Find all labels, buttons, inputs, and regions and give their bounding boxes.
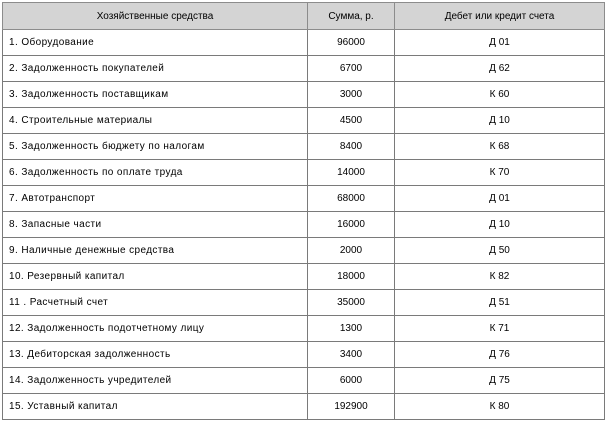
row-sum: 2000 [308,238,395,264]
row-account: Д 10 [395,212,605,238]
row-account: К 82 [395,264,605,290]
row-account: К 80 [395,394,605,420]
row-asset-name: 6. Задолженность по оплате труда [3,160,308,186]
row-account: К 60 [395,82,605,108]
table-row [3,56,605,82]
table-row [3,290,605,316]
row-sum: 6700 [308,56,395,82]
row-sum: 35000 [308,290,395,316]
row-asset-name: 11 . Расчетный счет [3,290,308,316]
row-sum: 18000 [308,264,395,290]
row-sum: 6000 [308,368,395,394]
row-asset-name: 9. Наличные денежные средства [3,238,308,264]
table-row [3,134,605,160]
row-sum: 96000 [308,30,395,56]
row-sum: 68000 [308,186,395,212]
table-row [3,212,605,238]
row-account: Д 01 [395,186,605,212]
header-assets: Хозяйственные средства [3,3,308,30]
row-asset-name: 5. Задолженность бюджету по налогам [3,134,308,160]
table-row [3,186,605,212]
row-asset-name: 15. Уставный капитал [3,394,308,420]
table-row [3,264,605,290]
row-account: Д 01 [395,30,605,56]
row-asset-name: 14. Задолженность учредителей [3,368,308,394]
header-account: Дебет или кредит счета [395,3,605,30]
row-sum: 16000 [308,212,395,238]
row-account: Д 50 [395,238,605,264]
table-row [3,30,605,56]
table-row [3,108,605,134]
row-asset-name: 7. Автотранспорт [3,186,308,212]
table-row [3,238,605,264]
row-sum: 14000 [308,160,395,186]
table-row [3,160,605,186]
row-asset-name: 10. Резервный капитал [3,264,308,290]
row-account: К 68 [395,134,605,160]
assets-table [2,2,605,420]
row-sum: 8400 [308,134,395,160]
row-asset-name: 2. Задолженность покупателей [3,56,308,82]
table-row [3,394,605,420]
header-sum: Сумма, р. [308,3,395,30]
row-account: Д 51 [395,290,605,316]
row-account: Д 76 [395,342,605,368]
row-account: Д 62 [395,56,605,82]
row-sum: 3000 [308,82,395,108]
row-asset-name: 12. Задолженность подотчетному лицу [3,316,308,342]
table-row [3,368,605,394]
row-asset-name: 1. Оборудование [3,30,308,56]
row-account: Д 75 [395,368,605,394]
table-row [3,342,605,368]
row-account: К 71 [395,316,605,342]
row-sum: 1300 [308,316,395,342]
row-account: К 70 [395,160,605,186]
row-asset-name: 3. Задолженность поставщикам [3,82,308,108]
row-account: Д 10 [395,108,605,134]
header-row [3,3,605,30]
row-sum: 192900 [308,394,395,420]
table-row [3,82,605,108]
row-asset-name: 4. Строительные материалы [3,108,308,134]
row-asset-name: 13. Дебиторская задолженность [3,342,308,368]
table-row [3,316,605,342]
row-asset-name: 8. Запасные части [3,212,308,238]
row-sum: 3400 [308,342,395,368]
row-sum: 4500 [308,108,395,134]
